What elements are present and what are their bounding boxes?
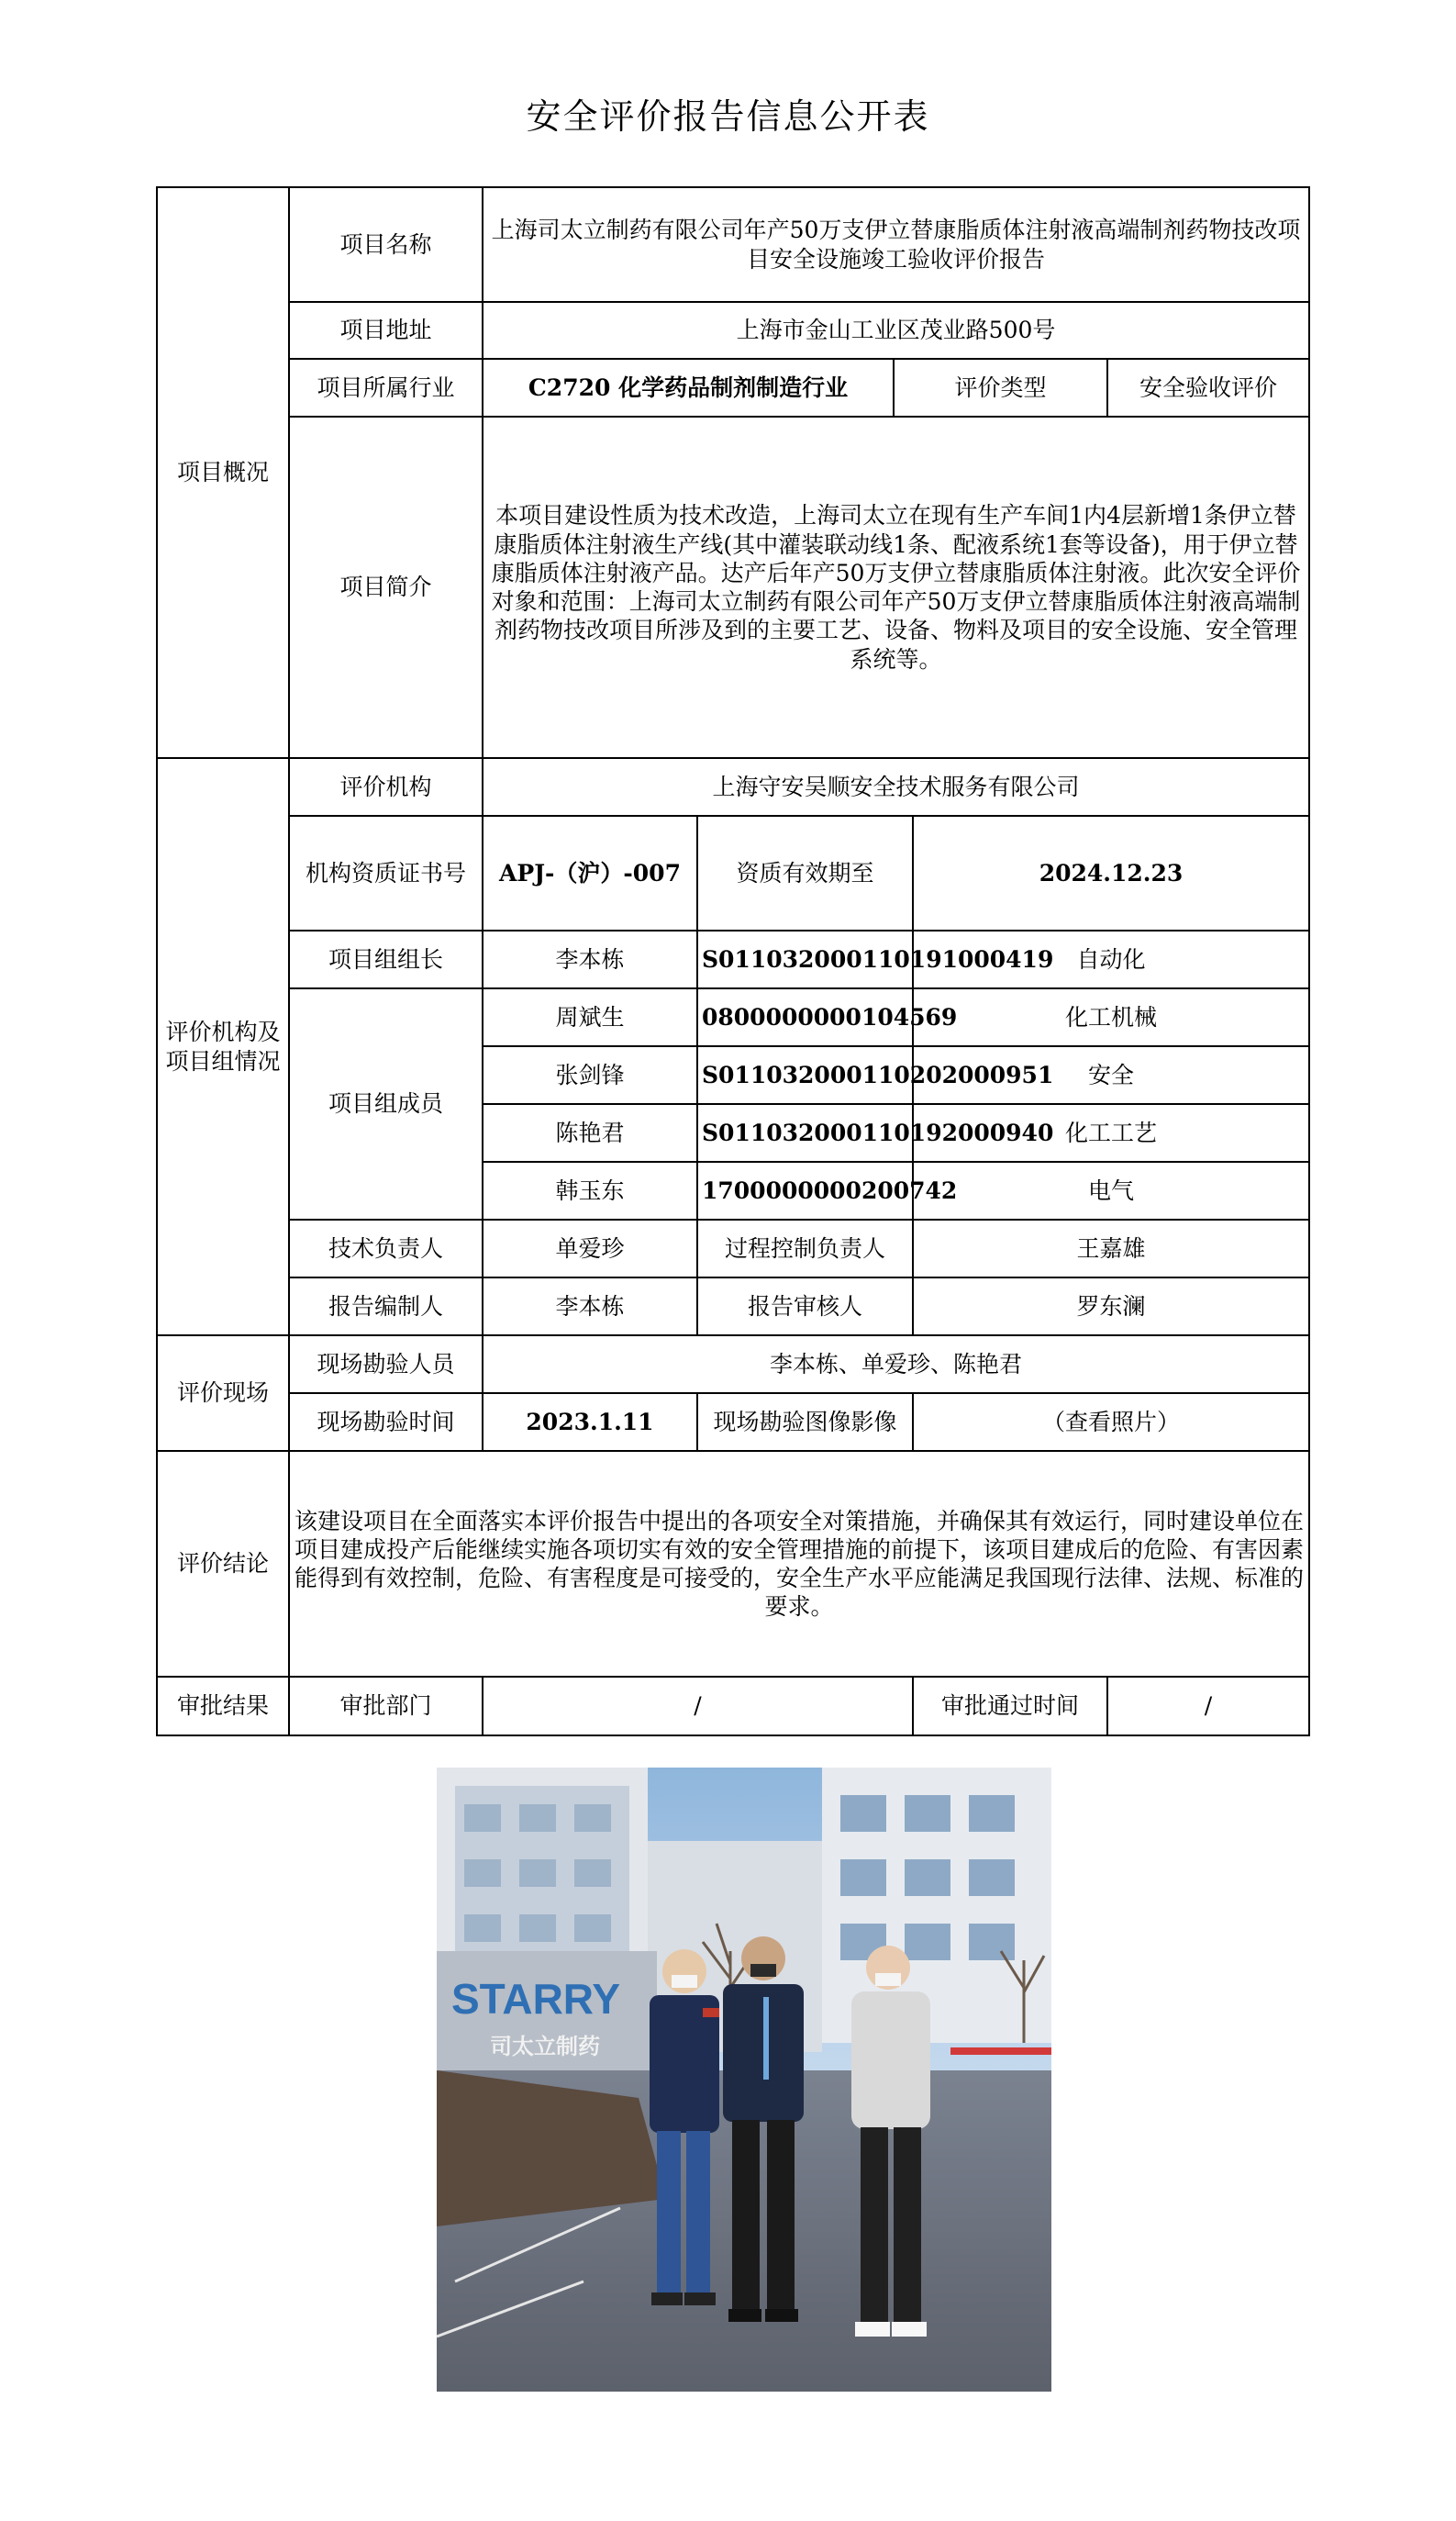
team-members-label: 项目组成员 bbox=[289, 988, 483, 1220]
team-leader-name: 李本栋 bbox=[483, 931, 697, 988]
cert-number-label: 机构资质证书号 bbox=[289, 816, 483, 931]
member-field: 电气 bbox=[913, 1162, 1309, 1220]
site-staff-value: 李本栋、单爱珍、陈艳君 bbox=[483, 1335, 1309, 1393]
conclusion-value: 该建设项目在全面落实本评价报告中提出的各项安全对策措施，并确保其有效运行，同时建设单位在项目建成投产后能继续实施各项切实有效的安全管理措施的前提下，该项目建成后的危险、有害因素能得到有效控制，危险、有害程度是可接受的，安全生产水平应能满足我国现行法律、法规、标准的要求。 bbox=[289, 1451, 1309, 1677]
site-staff-label: 现场勘验人员 bbox=[289, 1335, 483, 1393]
team-leader-field: 自动化 bbox=[913, 931, 1309, 988]
cert-number-value: APJ-（沪）-007 bbox=[483, 816, 697, 931]
info-table bbox=[156, 186, 1310, 1736]
member-name: 陈艳君 bbox=[483, 1104, 697, 1162]
site-photo bbox=[437, 1768, 1051, 2392]
report-reviewer-value: 罗东澜 bbox=[913, 1277, 1309, 1335]
team-leader-cert: S011032000110191000419 bbox=[697, 931, 913, 988]
site-time-value: 2023.1.11 bbox=[483, 1393, 697, 1451]
conclusion-label: 评价结论 bbox=[157, 1451, 289, 1677]
site-image-link[interactable]: （查看照片） bbox=[913, 1393, 1309, 1451]
member-cert: S011032000110202000951 bbox=[697, 1046, 913, 1104]
approval-dept-value: / bbox=[483, 1677, 913, 1735]
site-image-label: 现场勘验图像影像 bbox=[697, 1393, 913, 1451]
member-cert: 1700000000200742 bbox=[697, 1162, 913, 1220]
member-name: 张剑锋 bbox=[483, 1046, 697, 1104]
project-name-value: 上海司太立制药有限公司年产50万支伊立替康脂质体注射液高端制剂药物技改项目安全设施竣工验收评价报告 bbox=[483, 187, 1309, 302]
project-address-value: 上海市金山工业区茂业路500号 bbox=[483, 302, 1309, 359]
member-field: 化工机械 bbox=[913, 988, 1309, 1046]
project-name-label: 项目名称 bbox=[289, 187, 483, 302]
approval-dept-label: 审批部门 bbox=[289, 1677, 483, 1735]
project-intro-value: 本项目建设性质为技术改造，上海司太立在现有生产车间1内4层新增1条伊立替康脂质体注射液生产线(其中灌装联动线1条、配液系统1套等设备)，用于伊立替康脂质体注射液产品。达产后年产50万支伊立替康脂质体注射液。此次安全评价对象和范围：上海司太立制药有限公司年产50万支伊立替康脂质体注射液高端制剂药物技改项目所涉及到的主要工艺、设备、物料及项目的安全设施、安全管理系统等。 bbox=[483, 417, 1309, 758]
industry-label: 项目所属行业 bbox=[289, 359, 483, 417]
member-field: 安全 bbox=[913, 1046, 1309, 1104]
page-title: 安全评价报告信息公开表 bbox=[526, 96, 930, 137]
company-sign-text: 司太立制药 bbox=[490, 2034, 600, 2059]
process-lead-value: 王嘉雄 bbox=[913, 1220, 1309, 1277]
approval-time-value: / bbox=[1107, 1677, 1309, 1735]
valid-until-value: 2024.12.23 bbox=[913, 816, 1309, 931]
member-cert: S011032000110192000940 bbox=[697, 1104, 913, 1162]
approval-result-label: 审批结果 bbox=[157, 1677, 289, 1735]
section-site: 评价现场 bbox=[157, 1335, 289, 1451]
team-leader-label: 项目组组长 bbox=[289, 931, 483, 988]
member-name: 周斌生 bbox=[483, 988, 697, 1046]
report-writer-label: 报告编制人 bbox=[289, 1277, 483, 1335]
evaluation-type-value: 安全验收评价 bbox=[1107, 359, 1309, 417]
approval-time-label: 审批通过时间 bbox=[913, 1677, 1107, 1735]
member-cert: 0800000000104569 bbox=[697, 988, 913, 1046]
member-field: 化工工艺 bbox=[913, 1104, 1309, 1162]
valid-until-label: 资质有效期至 bbox=[697, 816, 913, 931]
industry-value: C2720 化学药品制剂制造行业 bbox=[483, 359, 894, 417]
agency-value: 上海守安吴顺安全技术服务有限公司 bbox=[483, 758, 1309, 816]
company-logo: STARRY bbox=[451, 1975, 620, 2023]
report-writer-value: 李本栋 bbox=[483, 1277, 697, 1335]
tech-lead-value: 单爱珍 bbox=[483, 1220, 697, 1277]
tech-lead-label: 技术负责人 bbox=[289, 1220, 483, 1277]
member-name: 韩玉东 bbox=[483, 1162, 697, 1220]
evaluation-type-label: 评价类型 bbox=[894, 359, 1107, 417]
report-reviewer-label: 报告审核人 bbox=[697, 1277, 913, 1335]
section-project-overview: 项目概况 bbox=[157, 187, 289, 758]
section-org-team: 评价机构及项目组情况 bbox=[157, 758, 289, 1335]
project-address-label: 项目地址 bbox=[289, 302, 483, 359]
barrier-gate bbox=[950, 2047, 1051, 2055]
agency-label: 评价机构 bbox=[289, 758, 483, 816]
project-intro-label: 项目简介 bbox=[289, 417, 483, 758]
process-lead-label: 过程控制负责人 bbox=[697, 1220, 913, 1277]
site-time-label: 现场勘验时间 bbox=[289, 1393, 483, 1451]
